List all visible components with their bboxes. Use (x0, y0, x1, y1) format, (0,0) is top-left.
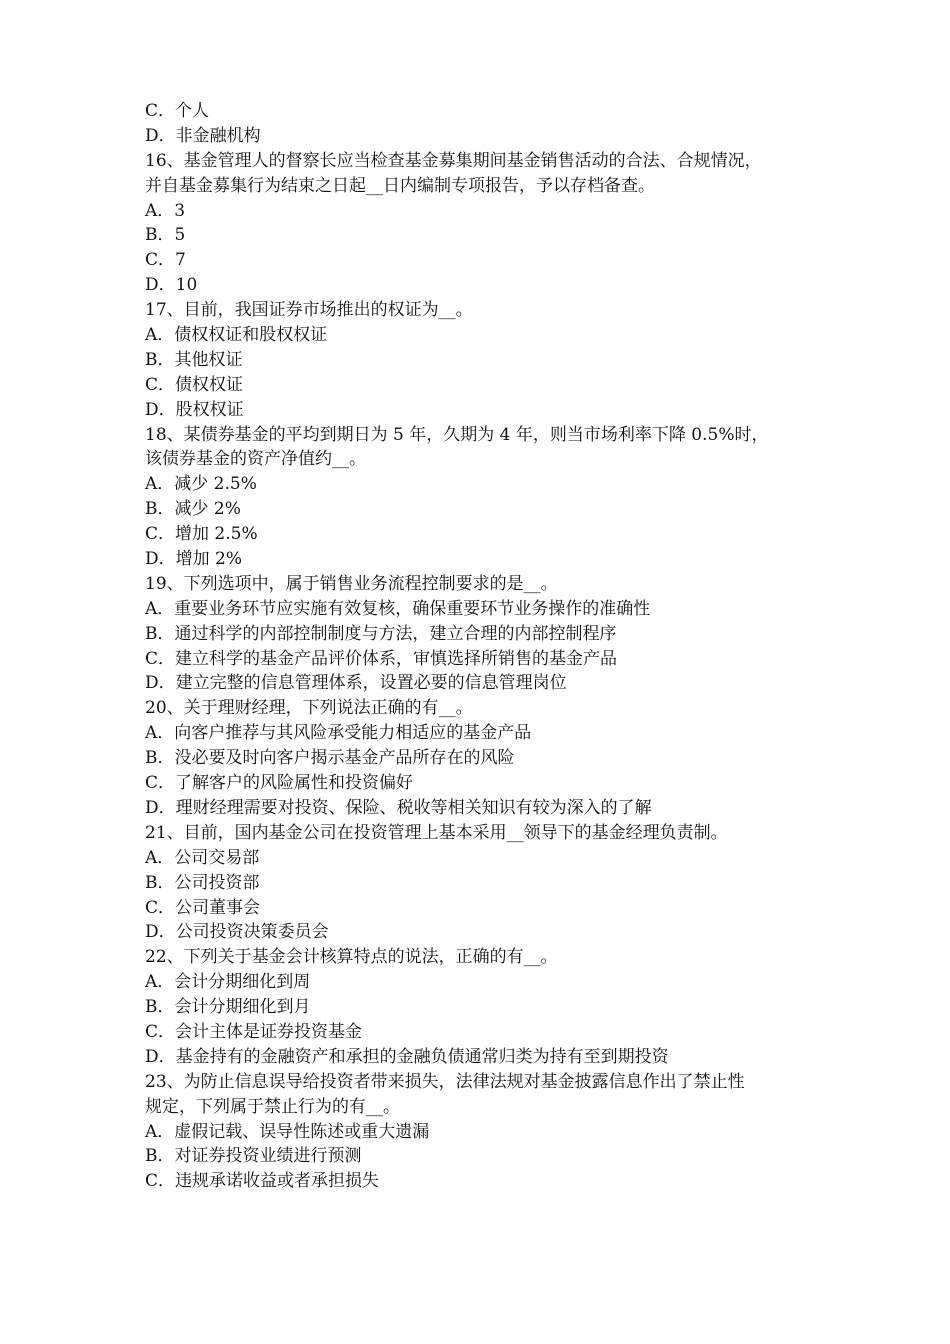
option-line: A．减少 2.5% (145, 474, 257, 495)
option-line: C．会计主体是证券投资基金 (145, 1021, 363, 1042)
option-line: C．违规承诺收益或者承担损失 (145, 1171, 380, 1192)
text-line: 规定，下列属于禁止行为的有__。 (145, 1096, 400, 1117)
document-body (145, 99, 825, 1194)
option-line: D．理财经理需要对投资、保险、税收等相关知识有较为深入的了解 (145, 797, 652, 818)
option-line: D．基金持有的金融资产和承担的金融负债通常归类为持有至到期投资 (145, 1046, 669, 1067)
question-line: 19、下列选项中，属于销售业务流程控制要求的是__。 (145, 573, 558, 594)
option-line: B．会计分期细化到月 (145, 997, 311, 1018)
option-line: A．债权权证和股权权证 (145, 325, 328, 346)
option-line: A．公司交易部 (145, 847, 260, 868)
option-line: C．增加 2.5% (145, 524, 258, 545)
option-line: B．公司投资部 (145, 872, 260, 893)
option-line: B．其他权证 (145, 349, 243, 370)
question-line: 21、目前，国内基金公司在投资管理上基本采用__领导下的基金经理负责制。 (145, 822, 728, 843)
option-line: B．通过科学的内部控制制度与方法，建立合理的内部控制程序 (145, 623, 617, 644)
option-line: B．5 (145, 225, 186, 246)
text-line: 该债券基金的资产净值约__。 (145, 449, 366, 470)
option-line: C．公司董事会 (145, 897, 261, 918)
option-line: D．公司投资决策委员会 (145, 922, 329, 943)
question-line: 22、下列关于基金会计核算特点的说法，正确的有__。 (145, 947, 558, 968)
option-line: B．没必要及时向客户揭示基金产品所存在的风险 (145, 748, 515, 769)
option-line: D．股权权证 (145, 399, 244, 420)
option-line: A．向客户推荐与其风险承受能力相适应的基金产品 (145, 723, 532, 744)
option-line: C．个人 (145, 101, 210, 121)
option-line: A．虚假记载、误导性陈述或重大遗漏 (145, 1121, 430, 1142)
question-line: 20、关于理财经理，下列说法正确的有__。 (145, 698, 473, 719)
option-line: C．7 (145, 250, 186, 271)
option-line: D．非金融机构 (145, 125, 261, 146)
question-line: 17、目前，我国证券市场推出的权证为__。 (145, 300, 473, 321)
option-line: A．重要业务环节应实施有效复核，确保重要环节业务操作的准确性 (145, 598, 651, 619)
option-line: D．增加 2% (145, 549, 243, 570)
option-line: A．3 (145, 200, 186, 221)
text-line: 并自基金募集行为结束之日起__日内编制专项报告，予以存档备查。 (145, 175, 655, 196)
option-line: D．建立完整的信息管理体系，设置必要的信息管理岗位 (145, 673, 567, 694)
option-line: C．债权权证 (145, 374, 244, 395)
option-line: D．10 (145, 275, 198, 296)
question-line: 16、基金管理人的督察长应当检查基金募集期间基金销售活动的合法、合规情况， (145, 150, 762, 171)
option-line: B．对证券投资业绩进行预测 (145, 1146, 362, 1167)
question-line: 18、某债券基金的平均到期日为 5 年，久期为 4 年，则当市场利率下降 0.5%时， (145, 424, 769, 445)
option-line: C．建立科学的基金产品评价体系，审慎选择所销售的基金产品 (145, 648, 618, 669)
option-line: A．会计分期细化到周 (145, 972, 311, 993)
option-line: C．了解客户的风险属性和投资偏好 (145, 773, 414, 794)
question-line: 23、为防止信息误导给投资者带来损失，法律法规对基金披露信息作出了禁止性 (145, 1071, 745, 1092)
option-line: B．减少 2% (145, 499, 241, 520)
